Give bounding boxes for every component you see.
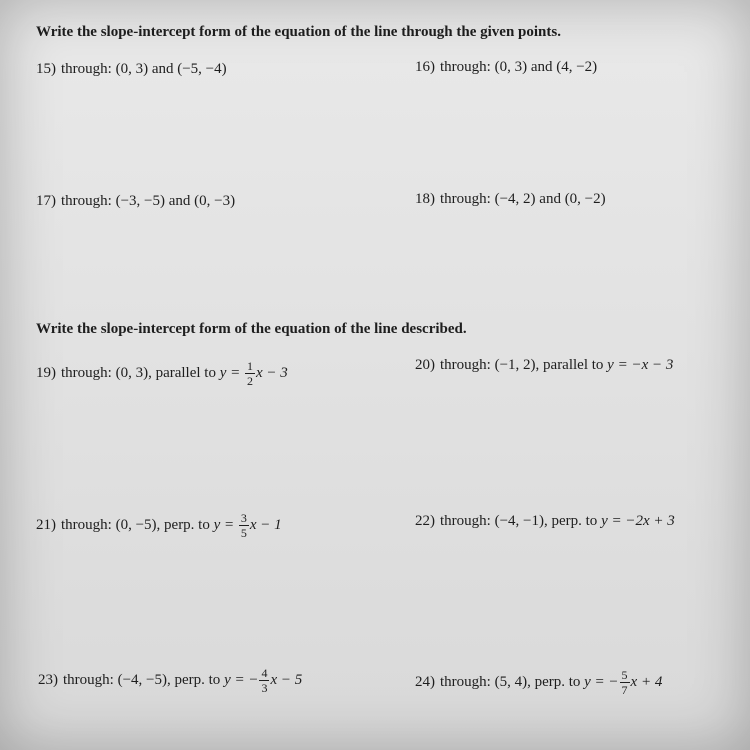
problem-number: 22) [415, 513, 435, 529]
problem-number: 24) [415, 673, 435, 690]
problem-19 [36, 360, 288, 387]
problem-text: through: (−4, 2) and (0, −2) [440, 191, 606, 207]
problem-number: 15) [36, 61, 56, 77]
problem-23 [38, 667, 302, 694]
problem-18 [415, 192, 606, 207]
equation: y = −2x + 3 [601, 513, 675, 529]
fraction-denominator: 3 [261, 681, 268, 695]
problem-16 [415, 60, 597, 75]
problem-number: 21) [36, 516, 56, 533]
problem-number: 16) [415, 59, 435, 75]
slope-fraction [239, 512, 249, 539]
problem-number: 18) [415, 191, 435, 207]
problem-20 [415, 358, 673, 373]
problem-text: through: (−1, 2), parallel to [440, 357, 608, 373]
problem-number: 20) [415, 357, 435, 373]
problem-number: 17) [36, 193, 56, 209]
problem-text: through: (0, 3) and (−5, −4) [61, 61, 227, 77]
section-1-heading: Write the slope-intercept form of the equation of the line through the given points. [36, 24, 561, 40]
problem-number: 19) [36, 364, 56, 381]
fraction-denominator: 5 [240, 526, 247, 540]
problem-text: through: (−4, −1), perp. to [440, 513, 602, 529]
equation-end: x + 4 [630, 673, 663, 690]
fraction-numerator: 4 [261, 666, 268, 680]
fraction-numerator: 3 [240, 511, 247, 525]
equation-start: y = − [584, 673, 619, 690]
fraction-denominator: 7 [621, 683, 628, 697]
problem-24 [415, 669, 662, 696]
problem-21 [36, 512, 282, 539]
problem-text: through: (0, 3) and (4, −2) [440, 59, 598, 75]
equation: y = −x − 3 [607, 357, 674, 373]
slope-fraction [245, 360, 255, 387]
problem-text: through: (0, 3), parallel to [61, 364, 220, 381]
equation-start: y = − [224, 671, 259, 688]
equation-start: y = [219, 364, 244, 381]
slope-fraction [620, 669, 630, 696]
section-2-heading: Write the slope-intercept form of the equation of the line described. [36, 321, 467, 337]
equation-end: x − 5 [270, 671, 303, 688]
problem-22 [415, 514, 675, 529]
slope-fraction [259, 667, 269, 694]
problem-text: through: (5, 4), perp. to [440, 673, 585, 690]
problem-17 [36, 194, 235, 209]
problem-text: through: (−4, −5), perp. to [63, 671, 225, 688]
problem-number: 23) [38, 671, 58, 688]
problem-text: through: (0, −5), perp. to [61, 516, 214, 533]
fraction-numerator: 1 [247, 359, 253, 373]
equation-end: x − 1 [249, 516, 282, 533]
equation-end: x − 3 [256, 364, 288, 381]
problem-text: through: (−3, −5) and (0, −3) [61, 193, 236, 209]
problem-15 [36, 62, 227, 77]
equation-start: y = [213, 516, 238, 533]
fraction-denominator: 2 [247, 374, 253, 388]
fraction-numerator: 5 [621, 668, 628, 682]
